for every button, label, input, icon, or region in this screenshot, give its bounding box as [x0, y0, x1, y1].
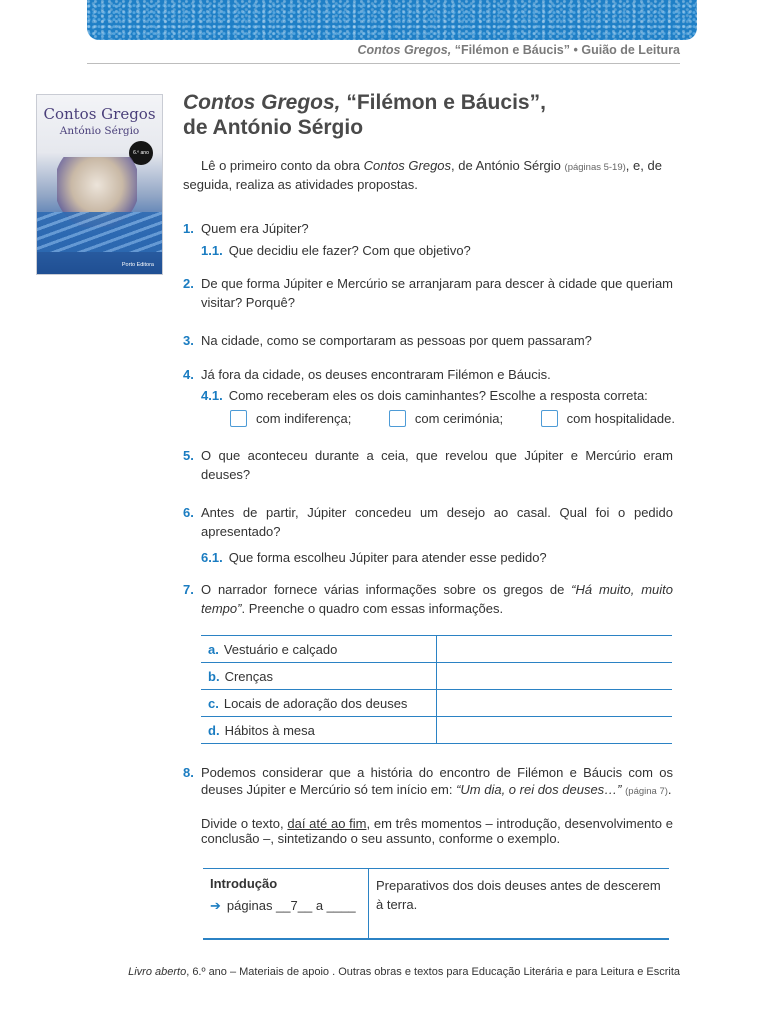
row-label-cell — [201, 636, 437, 663]
question-text: Antes de partir, Júpiter concedeu um desejo ao casal. Qual foi o pedido apresentado? — [201, 505, 673, 539]
example-heading: Introdução — [210, 876, 278, 891]
intro-text-1: Lê o primeiro conto da obra — [201, 158, 364, 173]
question-number: 3. — [183, 333, 194, 348]
question-text: Que decidiu ele fazer? Com que objetivo? — [228, 243, 471, 258]
q8-quote: “Um dia, o rei dos deuses…” — [456, 782, 622, 797]
footer-text: , 6.º ano – Materiais de apoio . Outras obras e textos para Educação Literária e para Leitura e Escrita — [186, 966, 680, 978]
question-1-1 — [201, 241, 671, 260]
intro-work-title: Contos Gregos — [363, 158, 452, 173]
question-number: 6. — [183, 505, 194, 520]
question-4-1 — [201, 386, 671, 405]
q8-end: . — [667, 782, 672, 797]
answer-cell[interactable] — [437, 636, 673, 663]
example-summary: Preparativos dos dois deuses antes de descerem à terra. — [376, 878, 661, 912]
checkbox[interactable] — [541, 410, 558, 427]
question-number: 4. — [183, 367, 194, 382]
q8-page-ref: (página 7) — [625, 786, 668, 797]
question-text: Quem era Júpiter? — [201, 221, 309, 236]
question-7 — [183, 580, 673, 618]
question-number: 5. — [183, 448, 194, 463]
q7-text-1: O narrador fornece várias informações sobre os gregos de — [201, 582, 572, 597]
info-table — [201, 635, 672, 744]
title-author: de António Sérgio — [183, 116, 364, 139]
intro-text-2: , de António Sérgio — [451, 158, 565, 173]
choice-label: com hospitalidade. — [566, 411, 675, 426]
row-letter: c. — [208, 695, 219, 711]
question-text: Na cidade, como se comportaram as pessoas por quem passaram? — [201, 333, 592, 348]
q8-divide-2: , em três momentos – introdução, desenvolvimento e conclusão –, sintetizando o seu assunto, conforme o exemplo. — [201, 816, 673, 846]
title-story: “Filémon e Báucis”, — [346, 91, 546, 114]
row-label: Locais de adoração dos deuses — [223, 695, 408, 711]
question-text — [201, 580, 673, 618]
q8-instruction — [201, 816, 673, 846]
header-divider — [87, 63, 680, 64]
question-8 — [183, 764, 673, 800]
intro-text-3: , e, de seguida, realiza as atividades propostas. — [183, 158, 662, 192]
book-cover-image — [36, 94, 163, 275]
question-text: De que forma Júpiter e Mercúrio se arranjaram para descer à cidade que queriam visitar? Porquê? — [201, 276, 673, 310]
question-number: 7. — [183, 582, 194, 597]
running-header-separator: • — [573, 43, 578, 57]
question-text: Que forma escolheu Júpiter para atender esse pedido? — [228, 550, 547, 565]
checkbox[interactable] — [389, 410, 406, 427]
example-table — [203, 868, 669, 940]
q7-text-2: . Preenche o quadro com essas informações. — [241, 601, 504, 616]
arrow-right-icon: ➔ — [210, 898, 221, 913]
choice-label: com cerimónia; — [414, 411, 504, 426]
q8-divide-underlined: daí até ao fim — [287, 816, 367, 831]
question-text — [201, 764, 673, 800]
choice-label: com indiferença; — [256, 411, 352, 426]
choice-hospitalidade[interactable] — [541, 410, 675, 427]
footer-book: Livro aberto — [128, 966, 187, 978]
example-heading-cell — [203, 869, 369, 938]
table-row — [201, 636, 672, 663]
question-number: 6.1. — [201, 550, 223, 565]
question-6 — [183, 503, 673, 541]
q7-quote: “Há muito, muito tempo” — [201, 582, 673, 616]
row-label: Vestuário e calçado — [223, 641, 338, 657]
question-number: 1. — [183, 221, 194, 236]
row-label-cell — [201, 717, 437, 744]
table-row — [201, 690, 672, 717]
question-number: 4.1. — [201, 388, 223, 403]
q8-text-1: Podemos considerar que a história do encontro de Filémon e Báucis com os deuses Júpiter e Mercúrio só tem início em: — [201, 765, 673, 797]
row-letter: b. — [208, 668, 220, 684]
row-label-cell — [201, 663, 437, 690]
intro-page-range: (páginas 5-19) — [564, 162, 626, 173]
cover-publisher-logo: Porto Editora — [121, 262, 154, 268]
checkbox[interactable] — [230, 410, 247, 427]
question-3 — [183, 331, 673, 350]
question-number: 8. — [183, 765, 194, 780]
answer-cell[interactable] — [437, 717, 673, 744]
answer-choices — [230, 410, 675, 427]
table-row — [201, 717, 672, 744]
row-label-cell — [201, 690, 437, 717]
row-label: Crenças — [224, 668, 273, 684]
answer-cell[interactable] — [437, 663, 673, 690]
cover-title: Contos Gregos — [43, 105, 156, 123]
question-text: Como receberam eles os dois caminhantes? Escolhe a resposta correta: — [228, 388, 648, 403]
question-text: O que aconteceu durante a ceia, que revelou que Júpiter e Mercúrio eram deuses? — [201, 448, 673, 482]
running-header-story: “Filémon e Báucis” — [454, 43, 570, 57]
running-header — [357, 43, 680, 57]
answer-cell[interactable] — [437, 690, 673, 717]
title-book: Contos Gregos, — [183, 91, 341, 114]
row-label: Hábitos à mesa — [224, 722, 315, 738]
question-6-1 — [201, 548, 671, 567]
question-text: Já fora da cidade, os deuses encontraram Filémon e Báucis. — [201, 367, 551, 382]
cover-grade-sticker: 6.º ano — [129, 141, 153, 165]
header-banner — [87, 0, 697, 40]
example-pages: páginas __7__ a ____ — [226, 898, 356, 913]
question-4 — [183, 365, 673, 384]
page-footer — [0, 966, 680, 978]
table-row — [201, 663, 672, 690]
question-5 — [183, 446, 673, 484]
choice-indiferenca[interactable] — [230, 410, 351, 427]
cover-author: António Sérgio — [59, 125, 140, 137]
question-number: 1.1. — [201, 243, 223, 258]
row-letter: a. — [208, 641, 219, 657]
question-2 — [183, 274, 673, 312]
example-summary-cell — [369, 869, 669, 938]
q8-divide-1: Divide o texto, — [201, 816, 288, 831]
choice-cerimonia[interactable] — [389, 410, 503, 427]
running-header-book: Contos Gregos, — [357, 43, 452, 57]
question-number: 2. — [183, 276, 194, 291]
question-1 — [183, 219, 673, 238]
running-header-section: Guião de Leitura — [581, 43, 680, 57]
row-letter: d. — [208, 722, 220, 738]
cover-waves — [37, 212, 162, 252]
intro-paragraph — [183, 157, 673, 193]
page-title — [183, 90, 546, 140]
